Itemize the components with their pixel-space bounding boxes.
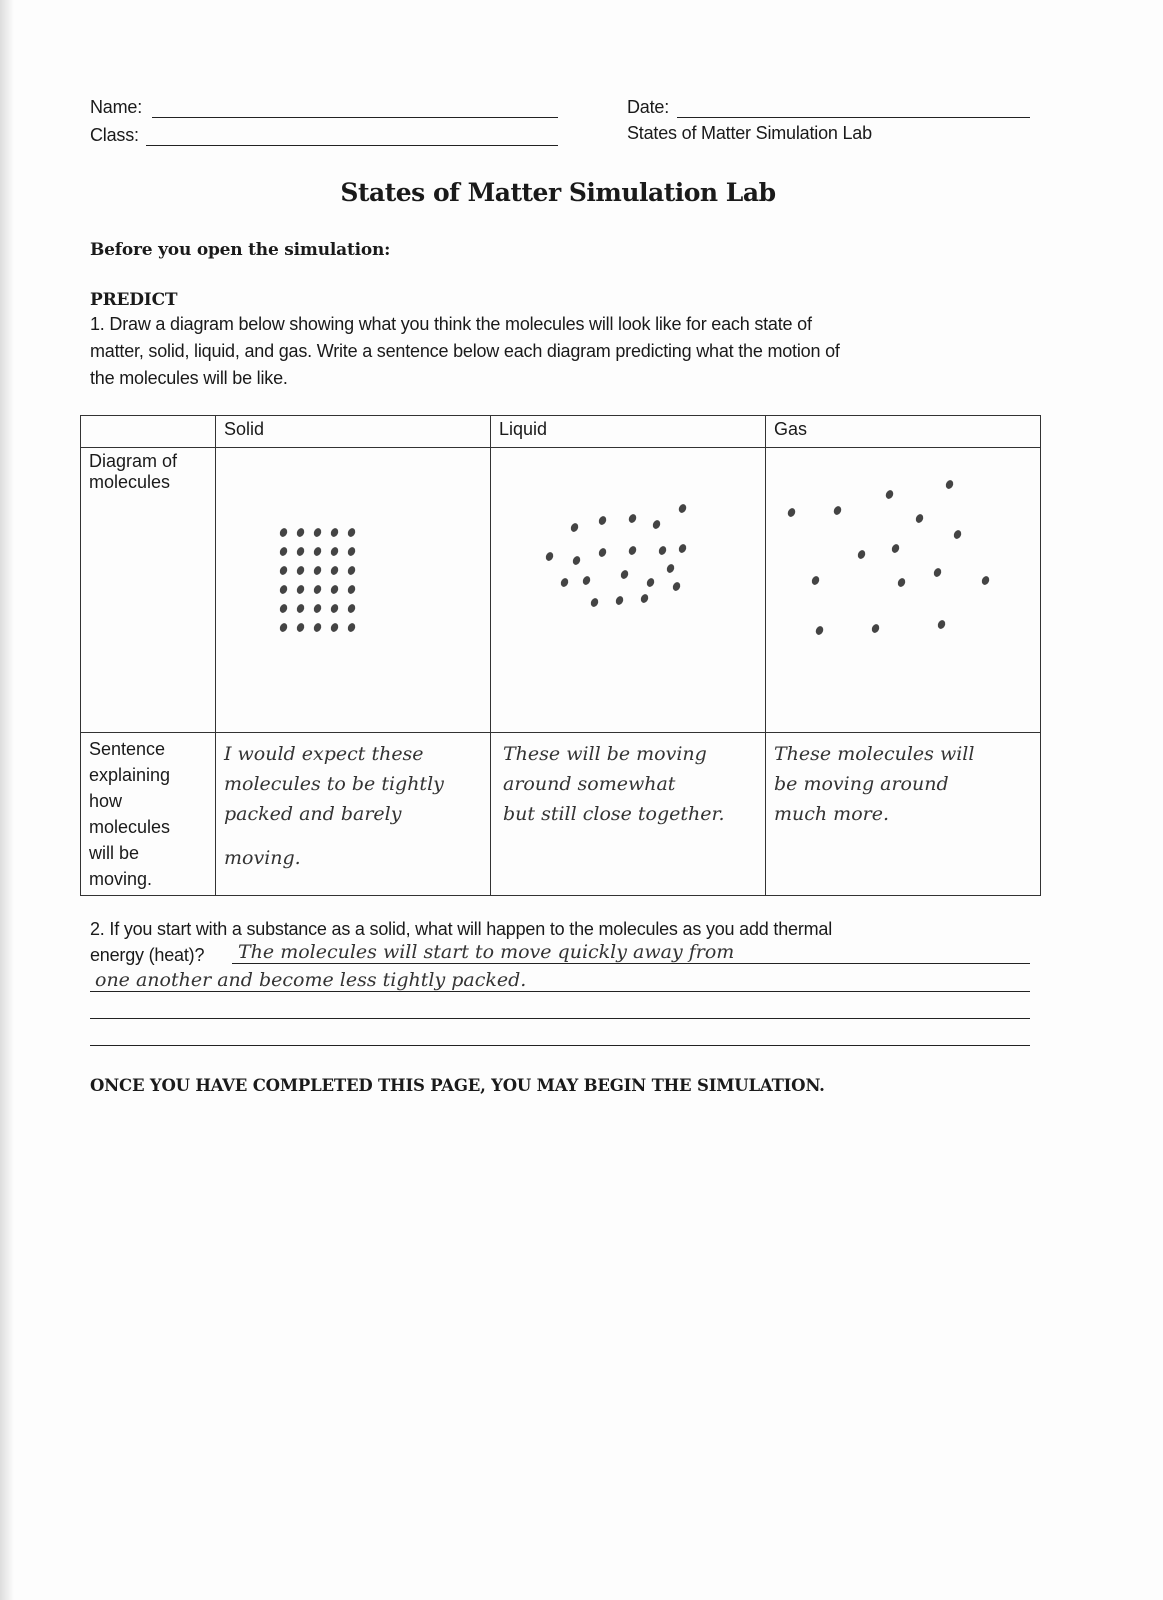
molecule-dot: [619, 569, 629, 580]
molecule-dot: [346, 603, 356, 614]
molecule-dot: [597, 547, 607, 558]
q2-answer: The molecules will start to move quickly away from: [238, 941, 735, 963]
handwriting-line: be moving around: [774, 773, 949, 795]
label-line: explaining: [89, 765, 171, 785]
handwriting-line: packed and barely: [224, 803, 402, 825]
molecule-dot: [639, 593, 649, 604]
liquid-diagram: [491, 448, 766, 733]
gas-diagram: [766, 448, 1041, 733]
handwriting-line: much more.: [774, 803, 889, 825]
molecule-dot: [329, 584, 339, 595]
solid-diagram: [216, 448, 491, 733]
section-heading: Before you open the simulation:: [90, 240, 391, 260]
q2-answer: one another and become less tightly packed.: [95, 969, 527, 991]
molecule-dot: [936, 619, 946, 630]
molecule-dot: [278, 622, 288, 633]
handwriting-line: around somewhat: [503, 773, 676, 795]
molecule-dot: [944, 479, 954, 490]
molecule-dot: [569, 522, 579, 533]
molecule-dot: [278, 584, 288, 595]
answer-line[interactable]: [90, 1018, 1030, 1019]
handwriting-line: but still close together.: [503, 803, 725, 825]
label-line: moving.: [89, 869, 153, 889]
molecule-dot: [814, 625, 824, 636]
solid-sentence[interactable]: [216, 733, 491, 896]
molecule-dot: [278, 527, 288, 538]
molecule-dot: [278, 546, 288, 557]
answer-line[interactable]: [90, 991, 1030, 992]
q1-text: 1. Draw a diagram below showing what you think the molecules will look like for each state of: [90, 314, 812, 334]
molecule-dot: [677, 543, 687, 554]
label-line: molecules: [89, 472, 171, 492]
answer-line[interactable]: [232, 963, 1030, 964]
molecule-dot: [657, 545, 667, 556]
molecule-dot: [329, 603, 339, 614]
label-line: Diagram of: [89, 451, 178, 471]
molecule-dot: [329, 546, 339, 557]
molecule-dot: [856, 549, 866, 560]
class-field[interactable]: [146, 145, 558, 146]
molecule-dot: [896, 577, 906, 588]
corner-cell: [81, 416, 216, 448]
predict-heading: PREDICT: [90, 290, 178, 310]
molecule-dot: [329, 565, 339, 576]
molecule-dot: [346, 546, 356, 557]
q2-prompt: energy (heat)?: [90, 945, 205, 965]
date-label: Date:: [627, 97, 670, 117]
molecule-dot: [329, 527, 339, 538]
molecule-dot: [346, 565, 356, 576]
molecule-dot: [627, 545, 637, 556]
label-line: molecules: [89, 817, 171, 837]
molecule-dot: [671, 581, 681, 592]
molecule-dot: [614, 595, 624, 606]
answer-line[interactable]: [90, 1045, 1030, 1046]
molecule-dot: [651, 519, 661, 530]
molecule-dot: [870, 623, 880, 634]
q1-text: the molecules will be like.: [90, 368, 288, 388]
molecule-dot: [627, 513, 637, 524]
molecule-dot: [980, 575, 990, 586]
molecule-dot: [312, 527, 322, 538]
molecule-dot: [581, 575, 591, 586]
molecule-dot: [786, 507, 796, 518]
header-subtitle: States of Matter Simulation Lab: [627, 123, 872, 143]
molecule-dot: [665, 563, 675, 574]
date-field[interactable]: [677, 117, 1030, 118]
molecule-dot: [312, 622, 322, 633]
liquid-sentence[interactable]: [491, 733, 766, 896]
molecule-dot: [884, 489, 894, 500]
molecule-dot: [312, 584, 322, 595]
handwriting-line: moving.: [224, 847, 301, 869]
molecule-dot: [312, 546, 322, 557]
prediction-table: [80, 415, 1041, 896]
molecule-dot: [295, 622, 305, 633]
molecule-dot: [571, 555, 581, 566]
molecule-dot: [295, 565, 305, 576]
molecule-dot: [346, 584, 356, 595]
gas-sentence[interactable]: [766, 733, 1041, 896]
molecule-dot: [645, 577, 655, 588]
molecule-dot: [559, 577, 569, 588]
handwriting-line: These molecules will: [774, 743, 975, 765]
molecule-dot: [952, 529, 962, 540]
molecule-dot: [597, 515, 607, 526]
molecule-dot: [312, 603, 322, 614]
handwriting-line: I would expect these: [224, 743, 424, 765]
molecule-dot: [914, 513, 924, 524]
q2-prompt: 2. If you start with a substance as a solid, what will happen to the molecules as you add thermal: [90, 919, 833, 939]
molecule-dot: [295, 603, 305, 614]
molecule-dot: [890, 543, 900, 554]
scan-edge: [0, 0, 14, 1600]
col-header-liquid: Liquid: [491, 416, 766, 448]
name-field[interactable]: [152, 117, 558, 118]
molecule-dot: [544, 551, 554, 562]
molecule-dot: [346, 622, 356, 633]
footer-instruction: ONCE YOU HAVE COMPLETED THIS PAGE, YOU MAY BEGIN THE SIMULATION.: [90, 1076, 825, 1095]
page-title: States of Matter Simulation Lab: [340, 178, 776, 207]
molecule-dot: [329, 622, 339, 633]
q1-text: matter, solid, liquid, and gas. Write a sentence below each diagram predicting what the motion of: [90, 341, 840, 361]
label-line: Sentence: [89, 739, 166, 759]
molecule-dot: [295, 527, 305, 538]
molecule-dot: [295, 584, 305, 595]
molecule-dot: [278, 603, 288, 614]
molecule-dot: [312, 565, 322, 576]
molecule-dot: [832, 505, 842, 516]
col-header-solid: Solid: [216, 416, 491, 448]
label-line: how: [89, 791, 123, 811]
molecule-dot: [346, 527, 356, 538]
name-label: Name:: [90, 97, 143, 117]
col-header-gas: Gas: [766, 416, 1041, 448]
molecule-dot: [677, 503, 687, 514]
molecule-dot: [932, 567, 942, 578]
row-label-diagram: [81, 448, 216, 733]
label-line: will be: [89, 843, 140, 863]
class-label: Class:: [90, 125, 139, 145]
molecule-dot: [295, 546, 305, 557]
handwriting-line: These will be moving: [503, 743, 707, 765]
row-label-sentence: [81, 733, 216, 896]
handwriting-line: molecules to be tightly: [224, 773, 444, 795]
molecule-dot: [278, 565, 288, 576]
molecule-dot: [810, 575, 820, 586]
molecule-dot: [589, 597, 599, 608]
